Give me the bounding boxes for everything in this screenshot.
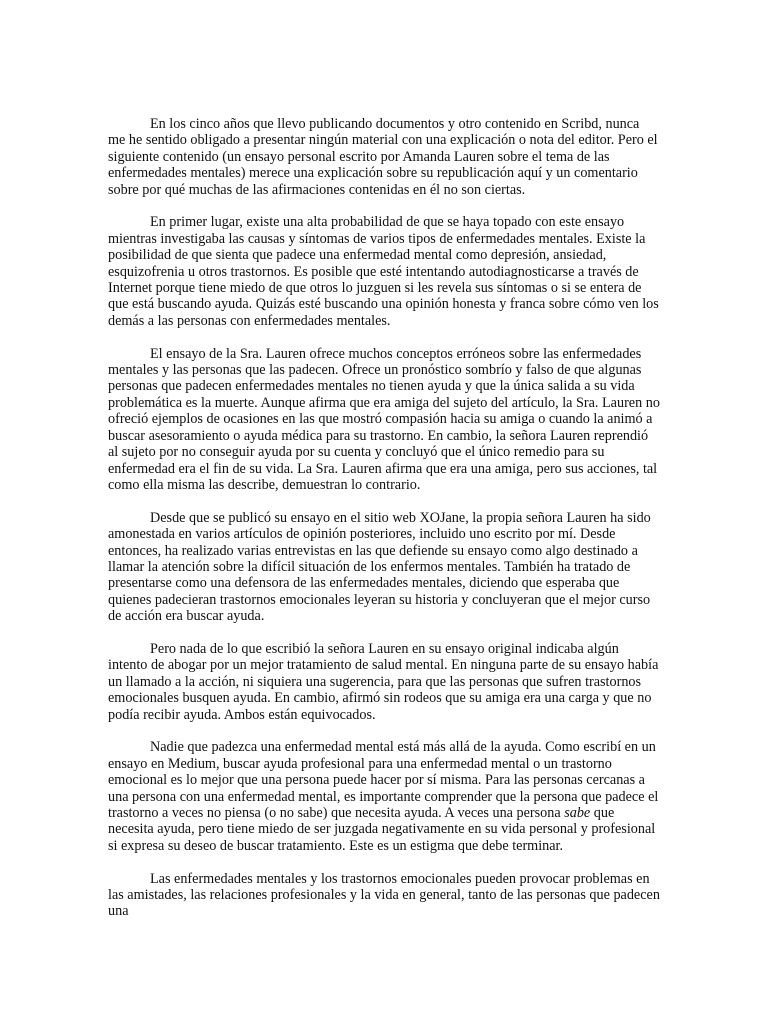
paragraph-text: Las enfermedades mentales y los trastornos emocionales pueden provocar problemas en las amistades, las relaciones profesionales y la vida en general, tanto de las personas que padecen una (108, 870, 660, 920)
paragraph-text: El ensayo de la Sra. Lauren ofrece muchos conceptos erróneos sobre las enfermedades mentales y las personas que las padecen. Ofrece un pronóstico sombrío y falso de que algunas personas que padecen enfermedades mentales no tienen ayuda y que la única salida a su vida problemática es la muerte. Aunque afirma que era amiga del sujeto del artículo, la Sra. Lauren no ofreció ejemplos de ocasiones en las que mostró compasión hacia su amiga o cuando la animó a buscar asesoramiento o ayuda médica para su trastorno. En cambio, la señora Lauren reprendió al sujeto por no conseguir ayuda por su cuenta y concluyó que el único remedio para su enfermedad era el fin de su vida. La Sra. Lauren afirma que era una amiga, pero sus acciones, tal como ella misma las describe, demuestran lo contrario. (108, 345, 660, 493)
paragraph (108, 641, 660, 723)
paragraph-text: Desde que se publicó su ensayo en el sitio web XOJane, la propia señora Lauren ha sido amonestada en varios artículos de opinión posteriores, incluido uno escrito por mí. Desde entonces, ha realizado varias entrevistas en las que defiende su ensayo como algo destinado a llamar la atención sobre la difícil situación de los enfermos mentales. También ha tratado de presentarse como una defensora de las enfermedades mentales, diciendo que esperaba que quienes padecieran trastornos emocionales leyeran su historia y concluyeran que el mejor curso de acción era buscar ayuda. (108, 509, 651, 625)
paragraph (108, 214, 660, 329)
paragraph (108, 346, 660, 494)
document-page (108, 116, 660, 936)
paragraph (108, 739, 660, 854)
paragraph (108, 116, 660, 198)
paragraph-text: que necesita ayuda, pero tiene miedo de ser juzgada negativamente en su vida personal y profesional si expresa su deseo de buscar tratamiento. Este es un estigma que debe terminar. (108, 804, 656, 854)
paragraph (108, 510, 660, 625)
paragraph-text: En primer lugar, existe una alta probabilidad de que se haya topado con este ensayo mientras investigaba las causas y síntomas de varios tipos de enfermedades mentales. Existe la posibilidad de que sienta que padece una enfermedad mental como depresión, ansiedad, esquizofrenia u otros trastornos. Es posible que esté intentando autodiagnosticarse a través de Internet porque tiene miedo de que otros lo juzguen si les revela sus síntomas o si se entera de que está buscando ayuda. Quizás esté buscando una opinión honesta y franca sobre cómo ven los demás a las personas con enfermedades mentales. (108, 214, 659, 329)
paragraph (108, 871, 660, 920)
paragraph-text: En los cinco años que llevo publicando documentos y otro contenido en Scribd, nunca me he sentido obligado a presentar ningún material con una explicación o nota del editor. Pero el siguiente contenido (un ensayo personal escrito por Amanda Lauren sobre el tema de las enfermedades mentales) merece una explicación sobre su republicación aquí y un comentario sobre por qué muchas de las afirmaciones contenidas en él no son ciertas. (108, 116, 658, 198)
paragraph-text: Nadie que padezca una enfermedad mental está más allá de la ayuda. Como escribí en un ensayo en Medium, buscar ayuda profesional para una enfermedad mental o un trastorno emocional es lo mejor que una persona puede hacer por sí misma. Para las personas cercanas a una persona con una enfermedad mental, es importante comprender que la persona que padece el trastorno a veces no piensa (o no sabe) que necesita ayuda. A veces una persona (108, 739, 659, 821)
emphasized-text: sabe (564, 804, 591, 821)
paragraph-text: Pero nada de lo que escribió la señora Lauren en su ensayo original indicaba algún intento de abogar por un mejor tratamiento de salud mental. En ninguna parte de su ensayo había un llamado a la acción, ni siquiera una sugerencia, para que las personas que sufren trastornos emocionales busquen ayuda. En cambio, afirmó sin rodeos que su amiga era una carga y que no podía recibir ayuda. Ambos están equivocados. (108, 640, 659, 723)
